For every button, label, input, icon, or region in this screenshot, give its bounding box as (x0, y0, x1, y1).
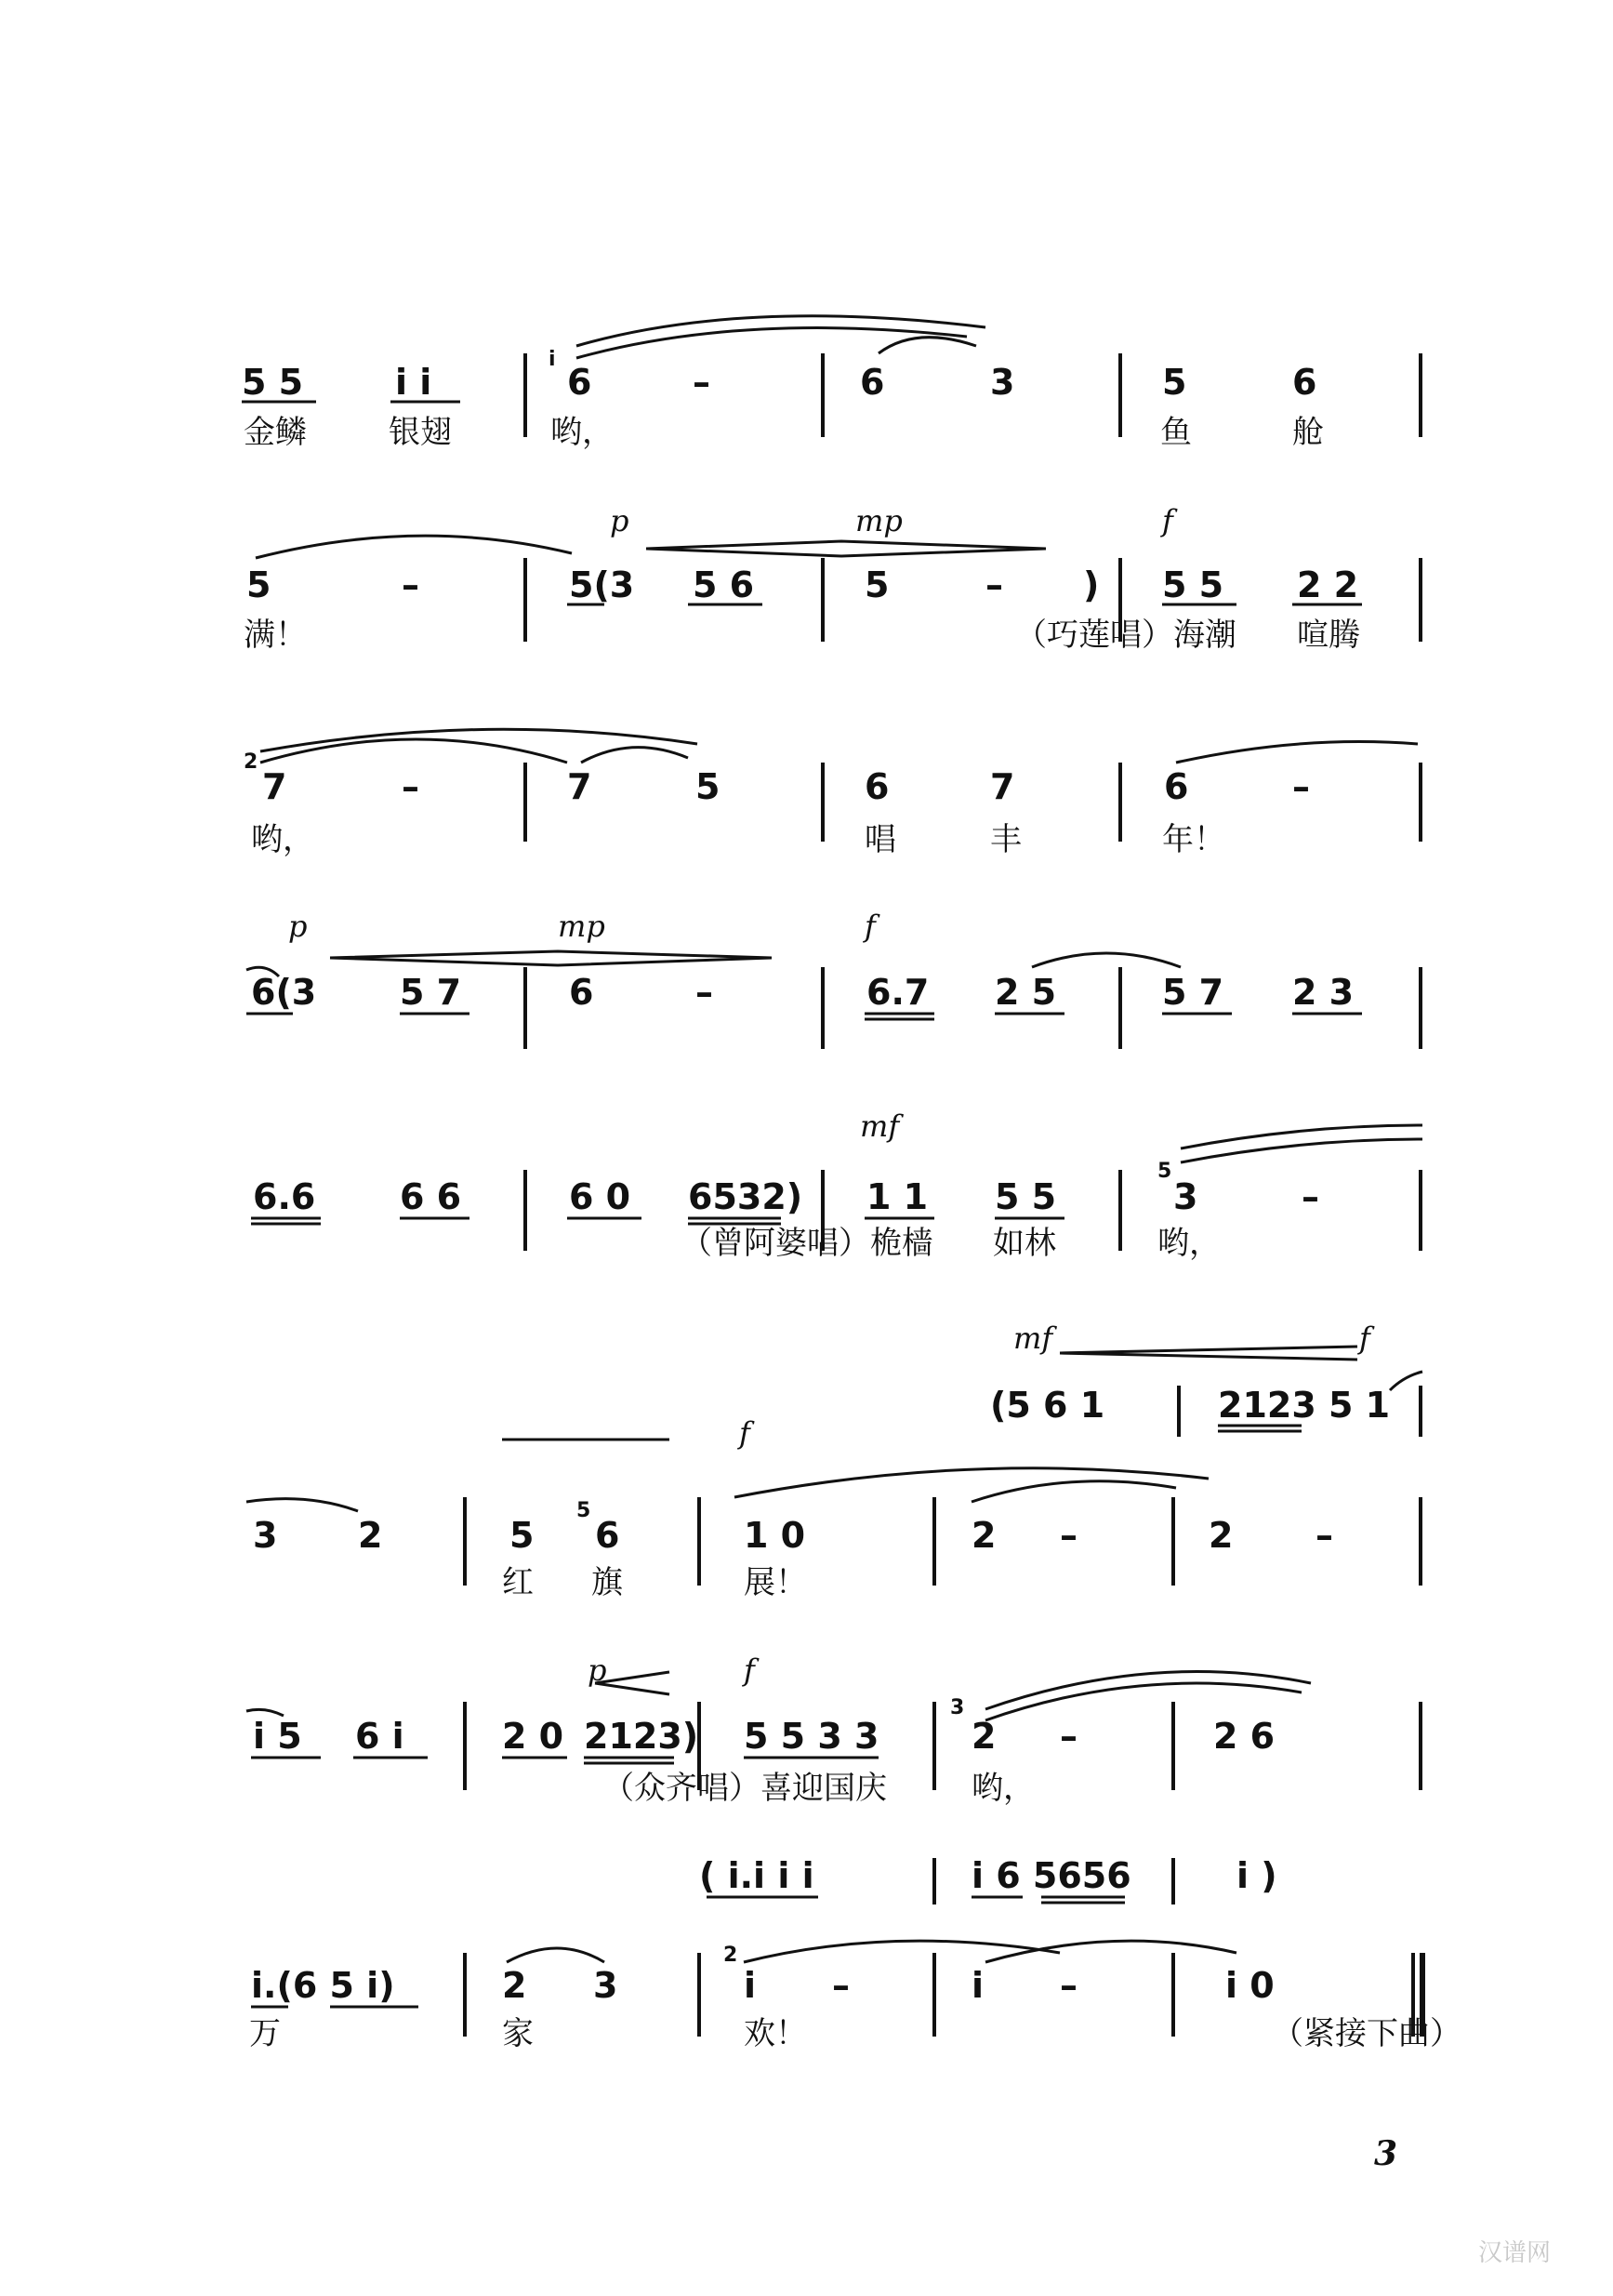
dynamic-marking: f (744, 1652, 755, 1688)
note-group: 6 (569, 972, 594, 1013)
grace-note: 5 (576, 1499, 591, 1522)
note-group: 5 (695, 766, 721, 807)
note-group: 2 2 (1297, 564, 1359, 605)
note-group: 2 (358, 1515, 383, 1556)
dynamic-marking: mf (1013, 1321, 1053, 1356)
lyric-text: 银翅 (389, 414, 452, 451)
note-group: 6 6 (400, 1176, 462, 1217)
note-group: 5(3 (569, 564, 635, 605)
note-group: 7 (990, 766, 1015, 807)
lyric-text: 哟， (1157, 1225, 1221, 1262)
note-group: 6 (1292, 362, 1317, 403)
grace-note: 2 (723, 1944, 738, 1967)
note-group: i ) (1236, 1855, 1277, 1896)
note-group: – (693, 362, 710, 403)
note-group: 3 (990, 362, 1015, 403)
note-group: – (695, 972, 713, 1013)
note-group: 6.7 (866, 972, 930, 1013)
note-group: – (402, 766, 419, 807)
dynamic-marking: mp (855, 503, 903, 538)
page-number: 3 (1374, 2134, 1398, 2173)
note-group: 5 7 (1162, 972, 1224, 1013)
lyric-text: 年！ (1162, 821, 1225, 858)
grace-note: 2 (244, 750, 258, 774)
note-group: 6(3 (251, 972, 317, 1013)
note-group: 2 5 (995, 972, 1057, 1013)
note-group: 6 i (355, 1716, 404, 1757)
lyric-text: 满！ (244, 617, 307, 654)
note-group: i 6 5656 (972, 1855, 1131, 1896)
note-group: 2 6 (1213, 1716, 1276, 1757)
note-group: 5 (865, 564, 890, 605)
note-group: (5 6 1 (990, 1385, 1105, 1426)
lyric-text: 哟， (550, 414, 614, 451)
note-group: 7 (262, 766, 287, 807)
grace-note: i (549, 348, 556, 371)
lyric-text: 唱 (865, 821, 896, 858)
note-group: 6 0 (569, 1176, 631, 1217)
dynamic-marking: mf (860, 1108, 900, 1144)
note-group: 2 3 (1292, 972, 1355, 1013)
lyric-text: 哟， (972, 1770, 1035, 1807)
note-group: 5 5 3 3 (744, 1716, 879, 1757)
note-group: ( i.i i i (699, 1855, 814, 1896)
dynamic-marking: f (1359, 1321, 1370, 1356)
note-group: – (832, 1965, 850, 2006)
lyric-text: （众齐唱）喜迎国庆 (602, 1770, 887, 1807)
dynamic-marking: f (739, 1415, 750, 1451)
lyric-text: （曾阿婆唱）桅樯 (681, 1225, 933, 1262)
note-group: 6532) (688, 1176, 803, 1217)
lyric-text: 金鳞 (244, 414, 307, 451)
note-group: – (1060, 1515, 1078, 1556)
dynamic-marking: p (588, 1652, 607, 1688)
note-group: 5 (246, 564, 271, 605)
note-group: – (1316, 1515, 1333, 1556)
note-group: 3 (1173, 1176, 1198, 1217)
dynamic-marking: p (610, 503, 629, 538)
note-group: ) (1083, 564, 1100, 605)
note-group: – (1302, 1176, 1319, 1217)
lyric-text: 喧腾 (1297, 617, 1360, 654)
note-group: 2123) (584, 1716, 699, 1757)
dynamic-marking: f (865, 909, 876, 944)
lyric-text: 红 (502, 1564, 534, 1601)
note-group: 5 6 (693, 564, 755, 605)
lyric-text: （紧接下曲） (1272, 2015, 1461, 2052)
note-group: 6.6 (253, 1176, 316, 1217)
dynamic-marking: mp (558, 909, 605, 944)
grace-note: 5 (1157, 1160, 1172, 1183)
lyric-text: 欢！ (744, 2015, 807, 2052)
note-group: 1 0 (744, 1515, 806, 1556)
lyric-text: 鱼 (1160, 414, 1192, 451)
note-group: 3 (593, 1965, 618, 2006)
note-group: 2123 5 1 (1218, 1385, 1391, 1426)
note-group: – (1060, 1716, 1078, 1757)
watermark-logo: 汉谱网 (1478, 2239, 1552, 2267)
lyric-text: 家 (502, 2015, 534, 2052)
dynamic-marking: f (1162, 503, 1173, 538)
note-group: 5 (1162, 362, 1187, 403)
note-group: 6 (860, 362, 885, 403)
note-group: i (744, 1965, 757, 2006)
note-group: 2 0 (502, 1716, 564, 1757)
dynamic-marking: p (288, 909, 308, 944)
note-group: 3 (253, 1515, 278, 1556)
note-group: 5 5 (1162, 564, 1224, 605)
note-group: 5 (509, 1515, 535, 1556)
note-group: 6 (567, 362, 592, 403)
note-group: 2 (972, 1515, 997, 1556)
lyric-text: 舱 (1292, 414, 1324, 451)
note-group: 2 (502, 1965, 527, 2006)
note-group: – (985, 564, 1003, 605)
note-group: – (402, 564, 419, 605)
note-group: – (1292, 766, 1310, 807)
grace-note: 3 (950, 1696, 965, 1719)
lyric-text: 展！ (744, 1564, 807, 1601)
note-group: 5 7 (400, 972, 462, 1013)
note-group: – (1060, 1965, 1078, 2006)
lyric-text: 如林 (993, 1225, 1056, 1262)
note-group: i i (395, 362, 432, 403)
note-group: i 0 (1225, 1965, 1275, 2006)
note-group: i 5 (253, 1716, 302, 1757)
note-group: 1 1 (866, 1176, 929, 1217)
note-group: 6 (865, 766, 890, 807)
note-group: i.(6 5 i) (251, 1965, 395, 2006)
note-group: 7 (567, 766, 592, 807)
lyric-text: （巧莲唱）海潮 (1015, 617, 1236, 654)
note-group: 6 (595, 1515, 620, 1556)
lyric-text: 旗 (591, 1564, 623, 1601)
note-group: 2 (972, 1716, 997, 1757)
lyric-text: 丰 (990, 821, 1022, 858)
note-group: 5 5 (242, 362, 304, 403)
lyric-text: 万 (249, 2015, 281, 2052)
note-group: 6 (1164, 766, 1189, 807)
note-group: i (972, 1965, 985, 2006)
lyric-text: 哟， (251, 821, 314, 858)
note-group: 5 5 (995, 1176, 1057, 1217)
note-group: 2 (1209, 1515, 1234, 1556)
